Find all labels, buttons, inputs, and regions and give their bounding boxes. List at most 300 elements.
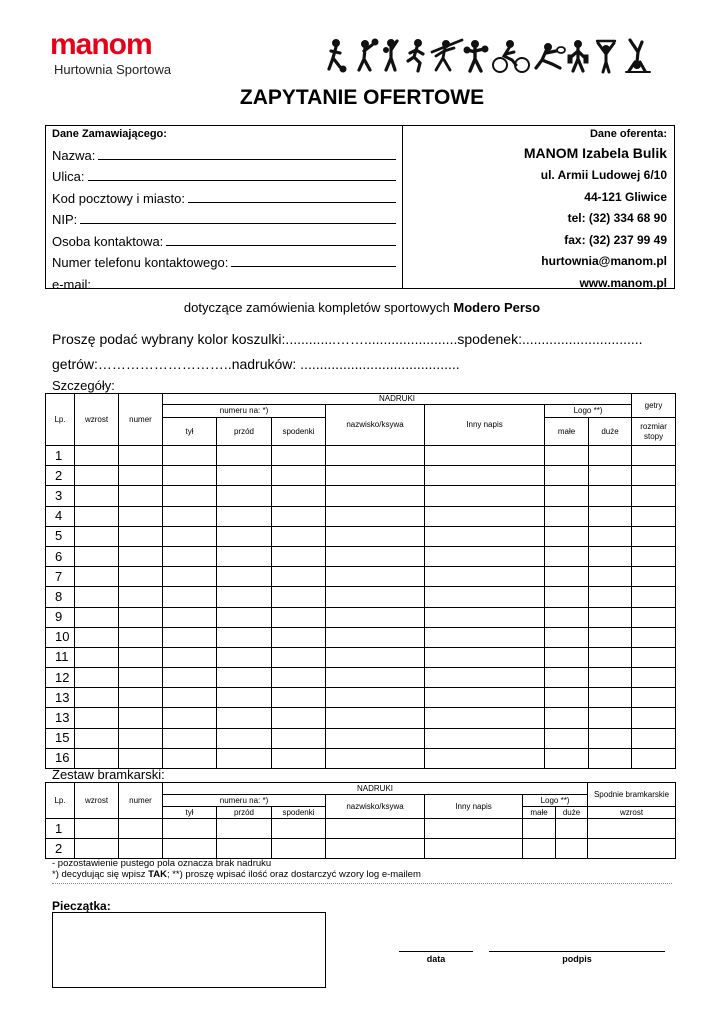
details-input-cell[interactable] <box>217 526 272 546</box>
details-row-number: 10 <box>46 627 75 647</box>
details-input-cell[interactable] <box>272 466 326 486</box>
details-row-number: 12 <box>46 668 75 688</box>
gk-input-cell[interactable] <box>523 819 556 839</box>
details-input-cell[interactable] <box>272 708 326 728</box>
buyer-name-field[interactable] <box>52 141 396 163</box>
details-input-cell[interactable] <box>589 466 632 486</box>
legend-line-empty: - pozostawienie pustego pola oznacza brak nadruku <box>52 858 272 869</box>
details-input-cell[interactable] <box>163 546 217 566</box>
details-input-cell[interactable] <box>425 526 545 546</box>
details-input-cell[interactable] <box>632 627 676 647</box>
details-input-cell[interactable] <box>217 688 272 708</box>
details-input-cell[interactable] <box>272 728 326 748</box>
details-input-cell[interactable] <box>272 627 326 647</box>
details-input-cell[interactable] <box>163 627 217 647</box>
details-input-cell[interactable] <box>589 546 632 566</box>
details-input-cell[interactable] <box>425 647 545 667</box>
col-header-logo: Logo **) <box>545 405 632 418</box>
details-input-cell[interactable] <box>163 466 217 486</box>
details-input-cell[interactable] <box>119 627 163 647</box>
fill-line <box>188 202 396 203</box>
legend-notes <box>52 858 421 880</box>
col-header-przod: przód <box>217 418 272 446</box>
football-player-icon <box>329 40 346 73</box>
date-line[interactable] <box>399 951 473 952</box>
details-input-cell[interactable] <box>545 728 589 748</box>
gk-input-cell[interactable] <box>272 819 326 839</box>
handstand-gymnast-icon <box>626 40 650 72</box>
details-input-cell[interactable] <box>589 728 632 748</box>
gk-input-cell[interactable] <box>425 839 523 859</box>
col-header-spodenki: spodenki <box>272 418 326 446</box>
details-input-cell[interactable] <box>163 708 217 728</box>
details-input-cell[interactable] <box>119 466 163 486</box>
details-input-cell[interactable] <box>163 668 217 688</box>
details-input-cell[interactable] <box>589 567 632 587</box>
details-input-cell[interactable] <box>119 607 163 627</box>
details-input-cell[interactable] <box>632 466 676 486</box>
details-input-cell[interactable] <box>75 708 119 728</box>
gk-input-cell[interactable] <box>326 839 425 859</box>
gk-col-header-przod: przód <box>217 807 272 819</box>
details-input-cell[interactable] <box>632 567 676 587</box>
details-input-cell[interactable] <box>163 688 217 708</box>
details-input-cell[interactable] <box>425 748 545 768</box>
basketball-player-icon <box>359 39 378 70</box>
details-input-cell[interactable] <box>217 647 272 667</box>
details-input-cell[interactable] <box>163 446 217 466</box>
details-input-cell[interactable] <box>75 627 119 647</box>
details-input-cell[interactable] <box>545 688 589 708</box>
details-input-cell[interactable] <box>217 446 272 466</box>
col-header-duze: duże <box>589 418 632 446</box>
gk-col-header-wzrost: wzrost <box>75 783 119 819</box>
details-input-cell[interactable] <box>75 506 119 526</box>
details-row-number: 7 <box>46 567 75 587</box>
details-row-number: 4 <box>46 506 75 526</box>
details-input-cell[interactable] <box>217 567 272 587</box>
gk-col-header-spodenki: spodenki <box>272 807 326 819</box>
col-header-numer: numer <box>119 394 163 446</box>
details-row-number: 5 <box>46 526 75 546</box>
seller-email-link[interactable]: hurtownia@manom.pl <box>541 254 667 269</box>
divider <box>52 883 672 884</box>
details-input-cell[interactable] <box>326 688 425 708</box>
gk-col-header-lp: Lp. <box>46 783 75 819</box>
gk-col-header-inny-napis: Inny napis <box>425 795 523 819</box>
col-header-inny-napis: Inny napis <box>425 405 545 446</box>
details-input-cell[interactable] <box>272 688 326 708</box>
gk-col-header-numeru-na: numeru na: *) <box>163 795 326 807</box>
buyer-phone-field[interactable] <box>52 249 396 271</box>
details-input-cell[interactable] <box>326 506 425 526</box>
details-input-cell[interactable] <box>75 668 119 688</box>
details-input-cell[interactable] <box>589 688 632 708</box>
field-label: Ulica: <box>52 169 85 184</box>
details-input-cell[interactable] <box>75 486 119 506</box>
gk-input-cell[interactable] <box>326 819 425 839</box>
details-input-cell[interactable] <box>632 446 676 466</box>
col-header-getry: getry <box>632 394 676 418</box>
details-input-cell[interactable] <box>545 567 589 587</box>
gk-row <box>46 839 676 859</box>
details-input-cell[interactable] <box>589 587 632 607</box>
details-input-cell[interactable] <box>163 647 217 667</box>
details-row <box>46 668 676 688</box>
details-input-cell[interactable] <box>425 668 545 688</box>
details-input-cell[interactable] <box>425 546 545 566</box>
details-row-number: 15 <box>46 728 75 748</box>
details-input-cell[interactable] <box>425 567 545 587</box>
legend-line-footnotes <box>52 869 421 880</box>
details-input-cell[interactable] <box>75 526 119 546</box>
details-input-cell[interactable] <box>272 607 326 627</box>
fill-line <box>231 266 396 267</box>
details-input-cell[interactable] <box>75 446 119 466</box>
details-input-cell[interactable] <box>632 647 676 667</box>
buyer-contact-person-field[interactable] <box>52 227 396 249</box>
details-row-number: 11 <box>46 647 75 667</box>
details-input-cell[interactable] <box>545 546 589 566</box>
details-input-cell[interactable] <box>119 647 163 667</box>
details-input-cell[interactable] <box>632 688 676 708</box>
details-input-cell[interactable] <box>272 486 326 506</box>
gk-col-header-male: małe <box>523 807 556 819</box>
details-input-cell[interactable] <box>545 647 589 667</box>
logo-mark: manom <box>50 28 152 61</box>
details-row <box>46 627 676 647</box>
details-input-cell[interactable] <box>632 486 676 506</box>
gk-col-header-wzrost-spodnie: wzrost <box>588 807 676 819</box>
col-header-numeru-na: numeru na: *) <box>163 405 326 418</box>
details-input-cell[interactable] <box>545 668 589 688</box>
runner-icon <box>408 40 423 72</box>
details-input-cell[interactable] <box>326 567 425 587</box>
col-header-rozmiar-stopy: rozmiar stopy <box>632 418 676 446</box>
details-input-cell[interactable] <box>119 728 163 748</box>
gk-col-header-nadruki: NADRUKI <box>163 783 588 795</box>
details-input-cell[interactable] <box>272 647 326 667</box>
subtitle-prefix: dotyczące zamówienia kompletów sportowych <box>183 300 454 315</box>
details-input-cell[interactable] <box>425 587 545 607</box>
details-input-cell[interactable] <box>632 526 676 546</box>
volleyball-player-icon <box>384 40 398 71</box>
details-input-cell[interactable] <box>217 607 272 627</box>
details-row <box>46 587 676 607</box>
details-input-cell[interactable] <box>326 668 425 688</box>
gk-input-cell[interactable] <box>556 819 588 839</box>
details-row <box>46 748 676 768</box>
details-row <box>46 466 676 486</box>
details-input-cell[interactable] <box>217 486 272 506</box>
details-input-cell[interactable] <box>326 647 425 667</box>
details-input-cell[interactable] <box>589 668 632 688</box>
details-row <box>46 526 676 546</box>
details-input-cell[interactable] <box>326 466 425 486</box>
details-input-cell[interactable] <box>75 466 119 486</box>
gk-input-cell[interactable] <box>556 839 588 859</box>
seller-section <box>403 126 674 288</box>
col-header-nadruki: NADRUKI <box>163 394 632 405</box>
buyer-nip-field[interactable] <box>52 206 396 228</box>
details-input-cell[interactable] <box>545 708 589 728</box>
fill-line <box>88 180 396 181</box>
fill-line <box>94 288 396 289</box>
details-input-cell[interactable] <box>119 587 163 607</box>
details-input-cell[interactable] <box>425 466 545 486</box>
details-input-cell[interactable] <box>217 728 272 748</box>
details-input-cell[interactable] <box>272 526 326 546</box>
legend-pre: *) decydując się wpisz <box>52 869 149 880</box>
date-label: data <box>426 954 446 964</box>
details-input-cell[interactable] <box>272 668 326 688</box>
seller-website-link[interactable]: www.manom.pl <box>579 275 667 290</box>
tennis-player-icon <box>536 44 565 69</box>
details-input-cell[interactable] <box>545 627 589 647</box>
details-input-cell[interactable] <box>632 506 676 526</box>
stamp-box[interactable] <box>52 912 326 988</box>
details-input-cell[interactable] <box>545 486 589 506</box>
details-input-cell[interactable] <box>425 688 545 708</box>
gk-row-number: 1 <box>46 819 75 839</box>
details-input-cell[interactable] <box>217 546 272 566</box>
details-input-cell[interactable] <box>163 748 217 768</box>
gk-input-cell[interactable] <box>119 819 163 839</box>
details-input-cell[interactable] <box>326 748 425 768</box>
details-input-cell[interactable] <box>75 607 119 627</box>
gk-col-header-numer: numer <box>119 783 163 819</box>
details-input-cell[interactable] <box>119 567 163 587</box>
details-input-cell[interactable] <box>272 506 326 526</box>
details-input-cell[interactable] <box>163 506 217 526</box>
details-input-cell[interactable] <box>632 748 676 768</box>
details-input-cell[interactable] <box>75 748 119 768</box>
javelin-thrower-icon <box>432 40 462 70</box>
details-input-cell[interactable] <box>119 506 163 526</box>
details-label: Szczegóły: <box>52 378 115 393</box>
cyclist-icon <box>493 41 529 73</box>
fill-line <box>98 159 396 160</box>
details-row <box>46 486 676 506</box>
legend-tak: TAK <box>148 869 167 880</box>
details-input-cell[interactable] <box>545 587 589 607</box>
details-input-cell[interactable] <box>217 587 272 607</box>
logo-subtitle: Hurtownia Sportowa <box>54 62 172 77</box>
details-input-cell[interactable] <box>326 708 425 728</box>
details-input-cell[interactable] <box>632 668 676 688</box>
details-input-cell[interactable] <box>425 607 545 627</box>
gk-input-cell[interactable] <box>425 819 523 839</box>
details-input-cell[interactable] <box>326 587 425 607</box>
sport-icons-strip <box>322 38 674 74</box>
details-input-cell[interactable] <box>163 587 217 607</box>
field-label: e-mail: <box>52 276 92 292</box>
details-input-cell[interactable] <box>272 587 326 607</box>
details-input-cell[interactable] <box>326 728 425 748</box>
company-logo <box>50 30 190 77</box>
details-row-number: 6 <box>46 546 75 566</box>
gk-row <box>46 819 676 839</box>
seller-phone: tel: (32) 334 68 90 <box>567 211 667 226</box>
color-question-socks-prints[interactable]: getrów:………………………..nadruków: ......................................... <box>52 356 460 372</box>
details-input-cell[interactable] <box>217 466 272 486</box>
details-input-cell[interactable] <box>326 607 425 627</box>
details-input-cell[interactable] <box>545 466 589 486</box>
details-input-cell[interactable] <box>119 486 163 506</box>
fill-line <box>80 223 396 224</box>
boxer-icon <box>464 41 488 72</box>
details-input-cell[interactable] <box>163 607 217 627</box>
gk-col-header-duze: duże <box>556 807 588 819</box>
stamp-label: Pieczątka: <box>52 899 111 913</box>
details-row <box>46 506 676 526</box>
details-input-cell[interactable] <box>425 506 545 526</box>
details-input-cell[interactable] <box>632 728 676 748</box>
details-input-cell[interactable] <box>75 567 119 587</box>
gk-col-header-logo: Logo **) <box>523 795 588 807</box>
details-input-cell[interactable] <box>425 446 545 466</box>
col-header-male: małe <box>545 418 589 446</box>
details-input-cell[interactable] <box>589 607 632 627</box>
details-input-cell[interactable] <box>326 546 425 566</box>
details-input-cell[interactable] <box>272 567 326 587</box>
gk-input-cell[interactable] <box>272 839 326 859</box>
signature-line[interactable] <box>489 951 665 952</box>
details-input-cell[interactable] <box>632 546 676 566</box>
details-row <box>46 708 676 728</box>
details-input-cell[interactable] <box>545 748 589 768</box>
details-input-cell[interactable] <box>632 708 676 728</box>
goalkeeper-table <box>45 782 676 859</box>
gk-col-header-spodnie: Spodnie bramkarskie <box>588 783 676 807</box>
details-input-cell[interactable] <box>425 486 545 506</box>
gk-col-header-tyl: tył <box>163 807 217 819</box>
gk-input-cell[interactable] <box>75 839 119 859</box>
details-input-cell[interactable] <box>326 526 425 546</box>
details-input-cell[interactable] <box>589 446 632 466</box>
details-input-cell[interactable] <box>163 486 217 506</box>
details-input-cell[interactable] <box>632 607 676 627</box>
details-input-cell[interactable] <box>119 546 163 566</box>
color-question-shirt-shorts[interactable]: Proszę podać wybrany kolor koszulki:.............……........................spodenek:............................... <box>52 331 643 347</box>
details-input-cell[interactable] <box>163 728 217 748</box>
details-row <box>46 567 676 587</box>
details-input-cell[interactable] <box>589 486 632 506</box>
details-input-cell[interactable] <box>217 668 272 688</box>
gk-col-header-nazwisko: nazwisko/ksywa <box>326 795 425 819</box>
field-label: Kod pocztowy i miasto: <box>52 190 185 206</box>
col-header-lp: Lp. <box>46 394 75 446</box>
details-input-cell[interactable] <box>217 708 272 728</box>
details-input-cell[interactable] <box>272 546 326 566</box>
details-input-cell[interactable] <box>119 668 163 688</box>
details-input-cell[interactable] <box>589 647 632 667</box>
details-input-cell[interactable] <box>326 627 425 647</box>
details-input-cell[interactable] <box>163 526 217 546</box>
details-input-cell[interactable] <box>589 506 632 526</box>
details-input-cell[interactable] <box>589 627 632 647</box>
details-input-cell[interactable] <box>75 546 119 566</box>
details-row <box>46 688 676 708</box>
seller-street: ul. Armii Ludowej 6/10 <box>540 168 667 182</box>
details-row <box>46 647 676 667</box>
details-input-cell[interactable] <box>119 446 163 466</box>
details-input-cell[interactable] <box>545 506 589 526</box>
details-input-cell[interactable] <box>119 526 163 546</box>
details-input-cell[interactable] <box>545 607 589 627</box>
page-title: ZAPYTANIE OFERTOWE <box>239 86 485 109</box>
details-input-cell[interactable] <box>75 688 119 708</box>
col-header-tyl: tył <box>163 418 217 446</box>
details-input-cell[interactable] <box>119 708 163 728</box>
gk-input-cell[interactable] <box>163 839 217 859</box>
details-input-cell[interactable] <box>217 627 272 647</box>
details-input-cell[interactable] <box>425 728 545 748</box>
goalkeeper-label: Zestaw bramkarski: <box>52 767 165 782</box>
field-label: NIP: <box>52 212 78 227</box>
details-input-cell[interactable] <box>589 708 632 728</box>
details-row-number: 2 <box>46 466 75 486</box>
buyer-email-field[interactable] <box>52 270 396 292</box>
details-input-cell[interactable] <box>425 708 545 728</box>
details-input-cell[interactable] <box>119 748 163 768</box>
details-input-cell[interactable] <box>217 506 272 526</box>
details-input-cell[interactable] <box>326 486 425 506</box>
field-label: Numer telefonu kontaktowego: <box>52 255 229 270</box>
gk-input-cell[interactable] <box>523 839 556 859</box>
details-input-cell[interactable] <box>75 728 119 748</box>
details-row-number: 9 <box>46 607 75 627</box>
gk-input-cell[interactable] <box>588 819 676 839</box>
details-table <box>45 393 676 769</box>
gk-input-cell[interactable] <box>588 839 676 859</box>
details-input-cell[interactable] <box>545 446 589 466</box>
details-input-cell[interactable] <box>545 526 589 546</box>
parties-box <box>45 125 675 292</box>
details-row-number: 13 <box>46 708 75 728</box>
buyer-street-field[interactable] <box>52 163 396 185</box>
field-label: Osoba kontaktowa: <box>52 233 164 249</box>
gk-input-cell[interactable] <box>119 839 163 859</box>
details-row-number: 16 <box>46 748 75 768</box>
seller-name: MANOM Izabela Bulik <box>523 145 667 161</box>
gk-input-cell[interactable] <box>217 839 272 859</box>
seller-heading: Dane oferenta: <box>589 128 667 140</box>
details-input-cell[interactable] <box>589 748 632 768</box>
gk-input-cell[interactable] <box>217 819 272 839</box>
details-input-cell[interactable] <box>75 587 119 607</box>
details-input-cell[interactable] <box>326 446 425 466</box>
product-name: Modero Perso <box>453 300 541 315</box>
details-input-cell[interactable] <box>589 526 632 546</box>
buyer-postal-city-field[interactable] <box>52 184 396 206</box>
details-row <box>46 728 676 748</box>
details-input-cell[interactable] <box>119 688 163 708</box>
details-input-cell[interactable] <box>163 567 217 587</box>
weightlifter-icon <box>568 41 588 72</box>
details-input-cell[interactable] <box>217 748 272 768</box>
details-row-number: 8 <box>46 587 75 607</box>
buyer-section <box>46 126 403 292</box>
details-input-cell[interactable] <box>632 587 676 607</box>
details-input-cell[interactable] <box>425 627 545 647</box>
details-input-cell[interactable] <box>272 446 326 466</box>
gk-input-cell[interactable] <box>75 819 119 839</box>
details-input-cell[interactable] <box>75 647 119 667</box>
gk-input-cell[interactable] <box>163 819 217 839</box>
details-input-cell[interactable] <box>272 748 326 768</box>
details-row-number: 1 <box>46 446 75 466</box>
